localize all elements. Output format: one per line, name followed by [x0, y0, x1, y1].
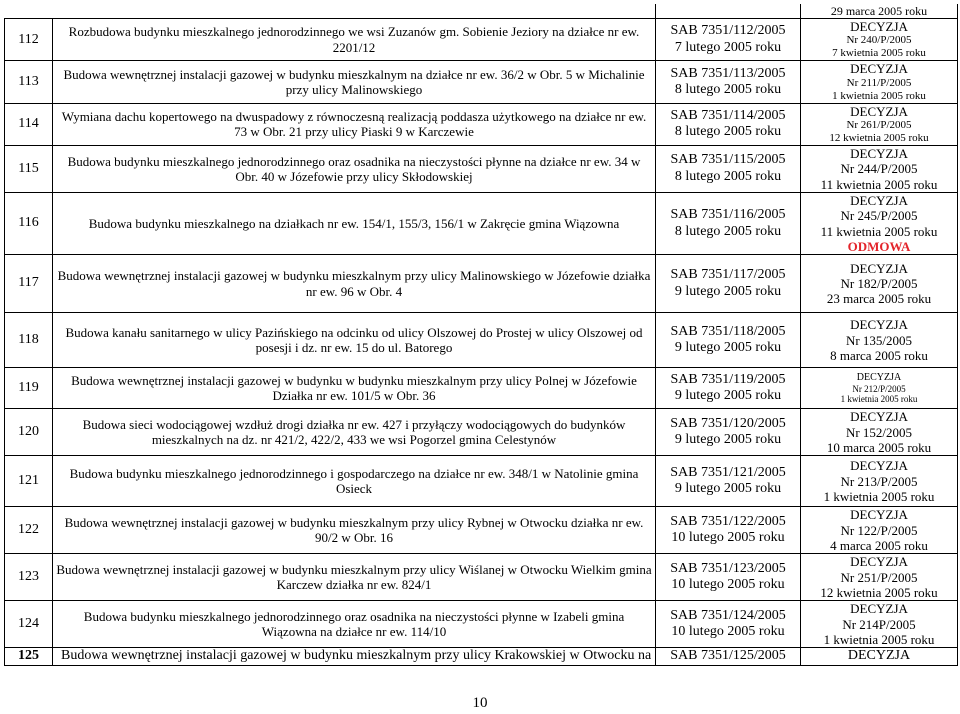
- table-row: [5, 601, 958, 648]
- decision-number: Nr 261/P/2005: [846, 119, 912, 132]
- decision-date: 10 marca 2005 roku: [826, 439, 932, 455]
- decision-label: DECYZJA: [850, 192, 908, 208]
- case-date: 9 lutego 2005 roku: [674, 283, 782, 299]
- case-number: SAB 7351/115/2005: [670, 152, 786, 168]
- decision-number: Nr 244/P/2005: [840, 161, 918, 177]
- row-number: 120: [5, 409, 53, 456]
- case-date: 9 lutego 2005 roku: [674, 340, 782, 356]
- refusal-badge: ODMOWA: [847, 238, 911, 254]
- decision-date: 1 kwietnia 2005 roku: [823, 631, 935, 647]
- case-reference: [656, 61, 801, 103]
- project-description: Budowa wewnętrznej instalacji gazowej w budynku w budynku mieszkalnym przy ulicy Polnej w Józefowie Działka nr ew. 101/5 w Obr. 36: [53, 368, 656, 409]
- project-description: Budowa sieci wodociągowej wzdłuż drogi działka nr ew. 427 i przyłączy wodociągowych do budynków mieszkalnych na dz. nr 421/2, 422/2, 433 we wsi Pogorzel gmina Celestynów: [53, 409, 656, 456]
- carryover-empty-sab: [656, 4, 801, 19]
- row-number: 125: [5, 648, 53, 666]
- decision-date: 7 kwietnia 2005 roku: [832, 47, 926, 60]
- case-number: SAB 7351/112/2005: [670, 23, 786, 39]
- row-number: 114: [5, 103, 53, 145]
- case-reference: [656, 19, 801, 61]
- case-number: SAB 7351/123/2005: [670, 560, 786, 576]
- register-table: [4, 4, 958, 666]
- decision-date: 1 kwietnia 2005 roku: [823, 488, 935, 504]
- case-reference: [656, 507, 801, 554]
- table-row: [5, 456, 958, 507]
- case-reference: [656, 456, 801, 507]
- case-reference: [656, 601, 801, 648]
- decision-label: DECYZJA: [850, 507, 908, 523]
- project-description: Budowa wewnętrznej instalacji gazowej w budynku mieszkalnym przy ulicy Wiślanej w Otwocku Wielkim gmina Karczew działka nr ew. 824/1: [53, 554, 656, 601]
- decision-number: Nr 152/2005: [845, 424, 913, 440]
- case-number: SAB 7351/122/2005: [670, 513, 786, 529]
- case-number: SAB 7351/119/2005: [670, 371, 786, 387]
- decision: [801, 409, 958, 456]
- case-date: 10 lutego 2005 roku: [671, 577, 785, 593]
- decision-label: DECYZJA: [850, 409, 908, 425]
- table-row: [5, 145, 958, 192]
- case-date: 10 lutego 2005 roku: [671, 530, 785, 546]
- decision-number: Nr 214P/2005: [842, 616, 916, 632]
- decision-date: 4 marca 2005 roku: [830, 537, 928, 553]
- decision-label: DECYZJA: [850, 458, 908, 474]
- table-row: [5, 19, 958, 61]
- decision-number: Nr 122/P/2005: [840, 522, 918, 538]
- row-number: 121: [5, 456, 53, 507]
- table-row: [5, 507, 958, 554]
- table-row: [5, 192, 958, 254]
- decision: [801, 192, 958, 254]
- decision-date: 1 kwietnia 2005 roku: [832, 89, 926, 102]
- decision-label: DECYZJA: [850, 103, 908, 119]
- case-number: SAB 7351/113/2005: [670, 65, 786, 81]
- case-date: 8 lutego 2005 roku: [674, 223, 782, 239]
- decision-label: DECYZJA: [850, 61, 908, 77]
- row-number: 124: [5, 601, 53, 648]
- case-reference: [656, 409, 801, 456]
- decision-date: 1 kwietnia 2005 roku: [840, 394, 918, 405]
- case-date: 9 lutego 2005 roku: [674, 432, 782, 448]
- decision-date: 8 marca 2005 roku: [830, 347, 928, 363]
- register-body: [5, 4, 958, 666]
- decision-label: DECYZJA: [850, 145, 908, 161]
- decision-number: Nr 240/P/2005: [846, 34, 912, 47]
- decision-number: Nr 245/P/2005: [840, 208, 918, 224]
- decision: [801, 554, 958, 601]
- case-date: 7 lutego 2005 roku: [674, 39, 782, 55]
- table-row: [5, 368, 958, 409]
- decision-number: Nr 212/P/2005: [852, 383, 906, 394]
- table-row: [5, 648, 958, 666]
- row-number: 116: [5, 192, 53, 254]
- decision: [801, 601, 958, 648]
- case-number: SAB 7351/118/2005: [670, 323, 786, 339]
- case-reference: [656, 145, 801, 192]
- table-row: [5, 61, 958, 103]
- row-number: 117: [5, 255, 53, 313]
- case-date: 8 lutego 2005 roku: [674, 124, 782, 140]
- project-description: Budowa wewnętrznej instalacji gazowej w budynku mieszkalnym przy ulicy Malinowskiego w Józefowie działka nr ew. 96 w Obr. 4: [53, 255, 656, 313]
- page-number: 10: [472, 695, 488, 711]
- project-description: Wymiana dachu kopertowego na dwuspadowy z równoczesną realizacją poddasza użytkowego na działce nr ew. 73 w Obr. 21 przy ulicy Piaski 9 w Karczewie: [53, 103, 656, 145]
- project-description: Rozbudowa budynku mieszkalnego jednorodzinnego we wsi Zuzanów gm. Sobienie Jeziory na działce nr ew. 2201/12: [53, 19, 656, 61]
- row-number: 123: [5, 554, 53, 601]
- decision-date: 12 kwietnia 2005 roku: [820, 584, 938, 600]
- decision-date: 11 kwietnia 2005 roku: [820, 176, 938, 192]
- case-reference: [656, 103, 801, 145]
- decision: [801, 368, 958, 409]
- project-description: Budowa wewnętrznej instalacji gazowej w budynku mieszkalnym na działce nr ew. 36/2 w Obr. 5 w Michalinie przy ulicy Malinowskiego: [53, 61, 656, 103]
- decision-date: 23 marca 2005 roku: [826, 291, 932, 307]
- case-number: SAB 7351/117/2005: [670, 267, 786, 283]
- decision-label: DECYZJA: [850, 554, 908, 570]
- carryover-empty-num: [5, 4, 53, 19]
- row-number: 112: [5, 19, 53, 61]
- table-row: [5, 409, 958, 456]
- project-description: Budowa kanału sanitarnego w ulicy Pazińskiego na odcinku od ulicy Olszowej do Prostej w ulicy Olszowej od posesji i dz. nr ew. 15 do ul. Batorego: [53, 313, 656, 368]
- decision-label: DECYZJA: [801, 648, 958, 666]
- decision: [801, 507, 958, 554]
- decision-label: DECYZJA: [850, 260, 908, 276]
- case-date: 10 lutego 2005 roku: [671, 624, 785, 640]
- table-row: [5, 313, 958, 368]
- carryover-date: 29 marca 2005 roku: [801, 4, 958, 19]
- decision: [801, 145, 958, 192]
- project-description: Budowa wewnętrznej instalacji gazowej w budynku mieszkalnym przy ulicy Rybnej w Otwocku działka nr ew. 90/2 w Obr. 16: [53, 507, 656, 554]
- carryover-empty-desc: [53, 4, 656, 19]
- decision: [801, 456, 958, 507]
- case-number: SAB 7351/124/2005: [670, 607, 786, 623]
- case-number: SAB 7351/125/2005: [656, 648, 801, 666]
- project-description: Budowa budynku mieszkalnego na działkach nr ew. 154/1, 155/3, 156/1 w Zakręcie gmina Wiązowna: [53, 192, 656, 254]
- case-reference: [656, 554, 801, 601]
- row-number: 118: [5, 313, 53, 368]
- case-number: SAB 7351/114/2005: [670, 107, 786, 123]
- case-date: 8 lutego 2005 roku: [674, 82, 782, 98]
- decision: [801, 313, 958, 368]
- project-description: Budowa wewnętrznej instalacji gazowej w budynku mieszkalnym przy ulicy Krakowskiej w Otwocku na: [53, 648, 656, 666]
- decision-label: DECYZJA: [856, 371, 902, 383]
- case-number: SAB 7351/120/2005: [670, 415, 786, 431]
- decision-number: Nr 213/P/2005: [840, 473, 918, 489]
- decision-label: DECYZJA: [850, 317, 908, 333]
- project-description: Budowa budynku mieszkalnego jednorodzinnego oraz osadnika na nieczystości płynne w Izabeli gmina Wiązowna na działce nr ew. 114/10: [53, 601, 656, 648]
- case-number: SAB 7351/121/2005: [670, 464, 786, 480]
- row-number: 122: [5, 507, 53, 554]
- case-reference: [656, 368, 801, 409]
- decision-number: Nr 135/2005: [845, 332, 913, 348]
- decision: [801, 61, 958, 103]
- case-reference: [656, 192, 801, 254]
- decision-number: Nr 182/P/2005: [840, 276, 918, 292]
- row-number: 113: [5, 61, 53, 103]
- case-reference: [656, 313, 801, 368]
- decision: [801, 103, 958, 145]
- case-number: SAB 7351/116/2005: [670, 207, 786, 223]
- decision-label: DECYZJA: [850, 601, 908, 617]
- case-date: 8 lutego 2005 roku: [674, 168, 782, 184]
- decision-number: Nr 251/P/2005: [840, 569, 918, 585]
- case-date: 9 lutego 2005 roku: [674, 481, 782, 497]
- decision-date: 12 kwietnia 2005 roku: [829, 131, 929, 144]
- decision-number: Nr 211/P/2005: [846, 76, 912, 89]
- row-number: 119: [5, 368, 53, 409]
- table-row: [5, 554, 958, 601]
- decision: [801, 255, 958, 313]
- project-description: Budowa budynku mieszkalnego jednorodzinnego oraz osadnika na nieczystości płynne na działce nr ew. 34 w Obr. 40 w Józefowie przy ulicy Skłodowskiej: [53, 145, 656, 192]
- carryover-row: [5, 4, 958, 19]
- project-description: Budowa budynku mieszkalnego jednorodzinnego i gospodarczego na działce nr ew. 348/1 w Natolinie gmina Osieck: [53, 456, 656, 507]
- table-row: [5, 255, 958, 313]
- case-reference: [656, 255, 801, 313]
- case-date: 9 lutego 2005 roku: [674, 388, 782, 404]
- table-row: [5, 103, 958, 145]
- row-number: 115: [5, 145, 53, 192]
- decision-label: DECYZJA: [850, 19, 908, 35]
- decision: [801, 19, 958, 61]
- decision-date: 11 kwietnia 2005 roku: [820, 223, 938, 239]
